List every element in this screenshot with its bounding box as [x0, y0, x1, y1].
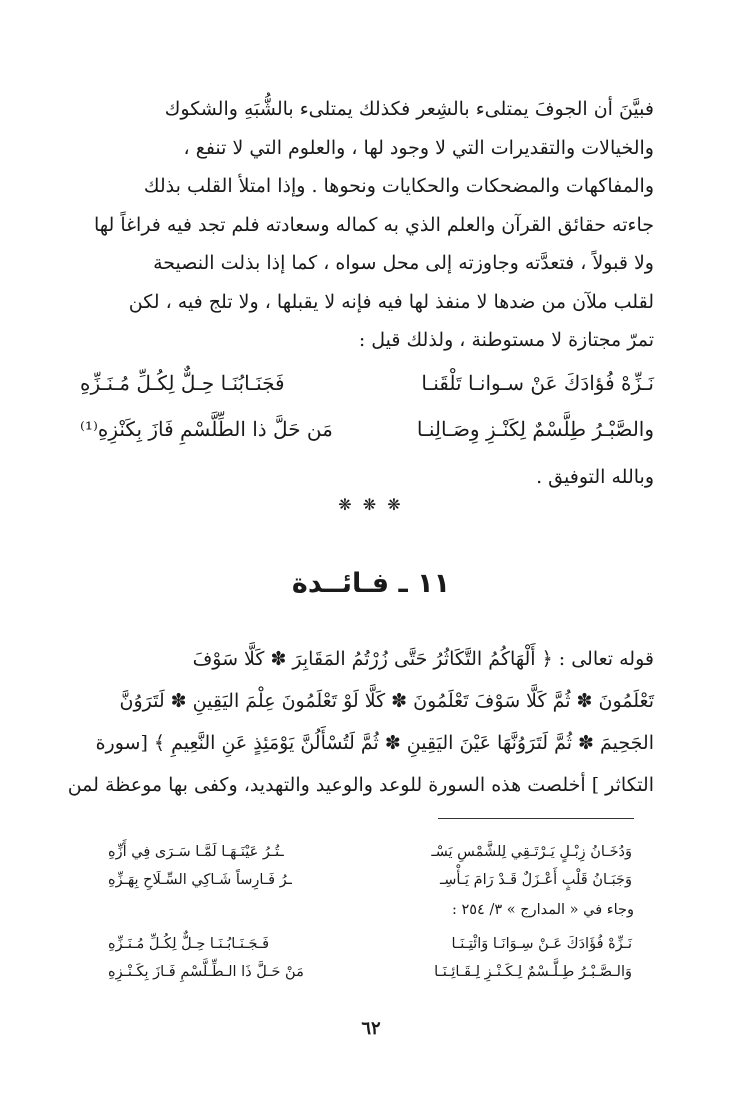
footnote-verse-left: مَنْ حَـلَّ ذَا الـطِّـلَّسْمِ فَـازَ بِكَـنْـزِهِ [108, 964, 304, 980]
paragraph-1-line: لقلب ملآن من ضدها لا منفذ لها فيه فإنه لا يقبلها ، ولا تلج فيه ، لكن [128, 290, 654, 313]
paragraph-1-line: ولا قبولاً ، فتعدَّته وجاوزته إلى محل سواه ، كما إذا بذلت النصيحة [153, 252, 654, 274]
footnote-verse-right: وَالـصَّـبْـرُ طِـلَّـسْمٌ لِـكَـنْـزِ لِـقَـائِـنَـا [434, 964, 632, 980]
paragraph-2-line: تَعْلَمُونَ ✽ ثُمَّ كَلَّا سَوْفَ تَعْلَمُونَ ✽ كَلَّا لَوْ تَعْلَمُونَ عِلْمَ اليَقِينِ ✽ لَتَرَوُنَّ [119, 690, 654, 712]
verse-first-hemistich: نَـزِّهْ فُؤادَكَ عَنْ سـوانـا تَلْقَنـا [421, 371, 654, 395]
verse-second-hemistich: فَجَنَـابُنَـا حِـلٌّ لِكُـلِّ مُـنَـزِّهِ [80, 371, 285, 395]
footnote-verse-left: ـرُ فَـارِساً شَـاكِي السِّـلَاحِ بِهَـزِّهِ [108, 872, 292, 888]
footnote-verse-right: وَجَبَـانُ قَلْبٍ أَعْـزَلٌ قَـدْ رَامَ يَـأْسِـ [439, 872, 632, 888]
closing-line: وبالله التوفيق . [536, 466, 654, 488]
poem-verse-2 [80, 410, 654, 448]
paragraph-2-line: قوله تعالى : ﴿ أَلْهَاكُمُ التَّكَاثُرُ حَتَّى زُرْتُمُ المَقَابِرَ ✽ كَلَّا سَوْفَ [192, 648, 654, 670]
paragraph-2-line: التكاثر ] أخلصت هذه السورة للوعد والوعيد والتهديد، وكفى بها موعظة لمن [67, 774, 654, 796]
footnote-intro: وجاء في « المدارج » ٣/ ٢٥٤ : [451, 902, 634, 918]
paragraph-1 [90, 90, 654, 360]
paragraph-1-line: جاءته حقائق القرآن والعلم الذي به كماله وسعادته فلم تجد فيه فراغاً لها [93, 213, 654, 236]
paragraph-1-line: فبيَّنَ أن الجوفَ يمتلىء بالشِعر فكذلك يمتلىء بالشُّبَهِ والشكوك [164, 98, 654, 120]
verse-second-hemistich: مَن حَلَّ ذا الطِّلَّسْمِ فَازَ بِكَنْزِهِ⁽¹⁾ [80, 417, 333, 441]
footnote-verse-right: وَدُخَـانُ زِبْـلٍ يَـرْتَـقِي لِلشَّمْسِ يَسْـ [431, 844, 632, 860]
footnote-verse-right: نَـزِّهْ فُؤَادَكَ عَـنْ سِـوَانَـا وَائْتِـنَـا [451, 936, 632, 952]
page-number: ٦٢ [361, 1018, 381, 1039]
paragraph-1-line: والخيالات والتقديرات التي لا وجود لها ، والعلوم التي لا تنفع ، [183, 136, 654, 159]
poem-verse-1 [80, 364, 654, 402]
section-separator: ❋ ❋ ❋ [338, 495, 404, 514]
footnote-divider [438, 818, 634, 819]
paragraph-2 [67, 638, 654, 806]
paragraph-1-line: والمفاكهات والمضحكات والحكايات ونحوها . وإذا امتلأ القلب بذلك [143, 175, 654, 197]
footnote-verse-left: ـتُـرُ عَيْنَـهَـا لَمَّـا سَـرَى فِي أَزِّهِ [108, 844, 284, 860]
section-heading: ١١ ـ فـائــدة [291, 568, 451, 599]
paragraph-2-line: الجَحِيمَ ✽ ثُمَّ لَتَرَوُنَّهَا عَيْنَ اليَقِينِ ✽ ثُمَّ لَتُسْأَلُنَّ يَوْمَئِذٍ عَنِ النَّعِيمِ ﴾ [سورة [95, 732, 654, 754]
footnote-verse-left: فَـجَـنَـابُـنَـا حِـلٌّ لِكُـلِّ مُـنَـزِّهِ [108, 936, 270, 952]
paragraph-1-line: تمرّ مجتازة لا مستوطنة ، ولذلك قيل : [358, 329, 654, 351]
verse-first-hemistich: والصَّبْـرُ طِلَّسْمٌ لِكَنْـزِ وِصَـالِنـا [416, 417, 654, 441]
